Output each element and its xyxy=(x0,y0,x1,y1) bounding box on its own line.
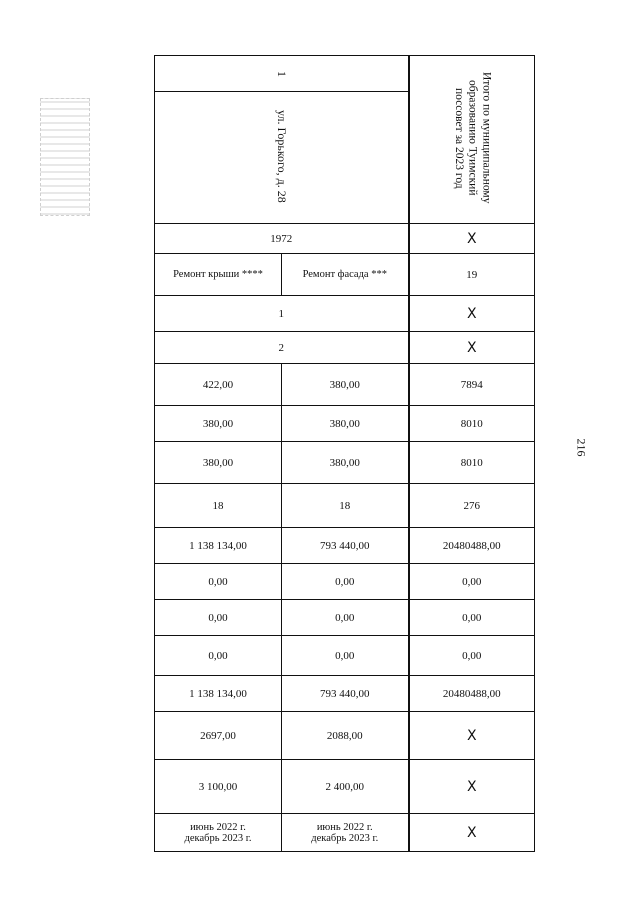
table-row xyxy=(155,760,535,814)
total-header-cell xyxy=(409,56,535,224)
total-cell: X xyxy=(409,224,535,254)
work-type-facade: Ремонт фасада *** xyxy=(282,254,409,296)
table-row xyxy=(155,528,535,564)
work-type-roof: Ремонт крыши **** xyxy=(155,254,282,296)
total-cell: 0,00 xyxy=(409,564,535,600)
column-index: 1 xyxy=(275,70,290,77)
faint-stamp xyxy=(40,98,90,216)
value-cell: 2697,00 xyxy=(155,712,282,760)
table-row xyxy=(155,636,535,676)
table-row xyxy=(155,332,535,364)
total-cell: 7894 xyxy=(409,364,535,406)
page-number: 216 xyxy=(574,438,589,457)
table-row xyxy=(155,564,535,600)
table-row xyxy=(155,712,535,760)
total-header: Итого по муниципальному образованию Туимский поссовет за 2023 год xyxy=(452,72,493,204)
value-cell: 0,00 xyxy=(282,636,409,676)
period-right-end: декабрь 2023 г. xyxy=(311,832,379,844)
value-cell: 1 138 134,00 xyxy=(155,676,282,712)
value-cell: 18 xyxy=(282,484,409,528)
value-cell: 0,00 xyxy=(155,564,282,600)
table-row xyxy=(155,484,535,528)
total-cell: 276 xyxy=(409,484,535,528)
value-cell: 380,00 xyxy=(282,364,409,406)
total-cell: 20480488,00 xyxy=(409,528,535,564)
total-cell: 20480488,00 xyxy=(409,676,535,712)
table-row xyxy=(155,406,535,442)
row-number-cell: 2 xyxy=(155,332,409,364)
period-left-cell xyxy=(155,814,282,852)
period-right-start: июнь 2022 г. xyxy=(316,821,373,833)
period-left-start: июнь 2022 г. xyxy=(190,821,246,833)
value-cell: 380,00 xyxy=(282,406,409,442)
value-cell: 422,00 xyxy=(155,364,282,406)
value-cell: 380,00 xyxy=(282,442,409,484)
table-row xyxy=(155,676,535,712)
total-cell: 0,00 xyxy=(409,636,535,676)
table-row xyxy=(155,224,535,254)
value-cell: 0,00 xyxy=(155,600,282,636)
table-row xyxy=(155,254,535,296)
year-cell: 1972 xyxy=(155,224,409,254)
table-row xyxy=(155,442,535,484)
value-cell: 18 xyxy=(155,484,282,528)
row-number-cell: 1 xyxy=(155,296,409,332)
total-cell: X xyxy=(409,332,535,364)
period-left-end: декабрь 2023 г. xyxy=(184,832,252,844)
value-cell: 0,00 xyxy=(282,600,409,636)
address-text: ул. Горького, д. 28 xyxy=(275,109,290,203)
value-cell: 793 440,00 xyxy=(282,528,409,564)
total-cell: 8010 xyxy=(409,442,535,484)
value-cell: 2088,00 xyxy=(282,712,409,760)
table-row xyxy=(155,814,535,852)
total-cell: 0,00 xyxy=(409,600,535,636)
total-cell: 19 xyxy=(409,254,535,296)
value-cell: 380,00 xyxy=(155,442,282,484)
total-cell: 8010 xyxy=(409,406,535,442)
table-row xyxy=(155,296,535,332)
value-cell: 1 138 134,00 xyxy=(155,528,282,564)
address-cell xyxy=(155,92,409,224)
period-right-cell xyxy=(282,814,409,852)
value-cell: 380,00 xyxy=(155,406,282,442)
total-cell: X xyxy=(409,760,535,814)
total-cell: X xyxy=(409,296,535,332)
value-cell: 2 400,00 xyxy=(282,760,409,814)
value-cell: 0,00 xyxy=(282,564,409,600)
value-cell: 3 100,00 xyxy=(155,760,282,814)
total-cell: X xyxy=(409,712,535,760)
column-index-cell xyxy=(155,56,409,92)
data-table xyxy=(154,55,535,852)
table-row xyxy=(155,600,535,636)
table-row xyxy=(155,364,535,406)
total-cell: X xyxy=(409,814,535,852)
value-cell: 793 440,00 xyxy=(282,676,409,712)
value-cell: 0,00 xyxy=(155,636,282,676)
